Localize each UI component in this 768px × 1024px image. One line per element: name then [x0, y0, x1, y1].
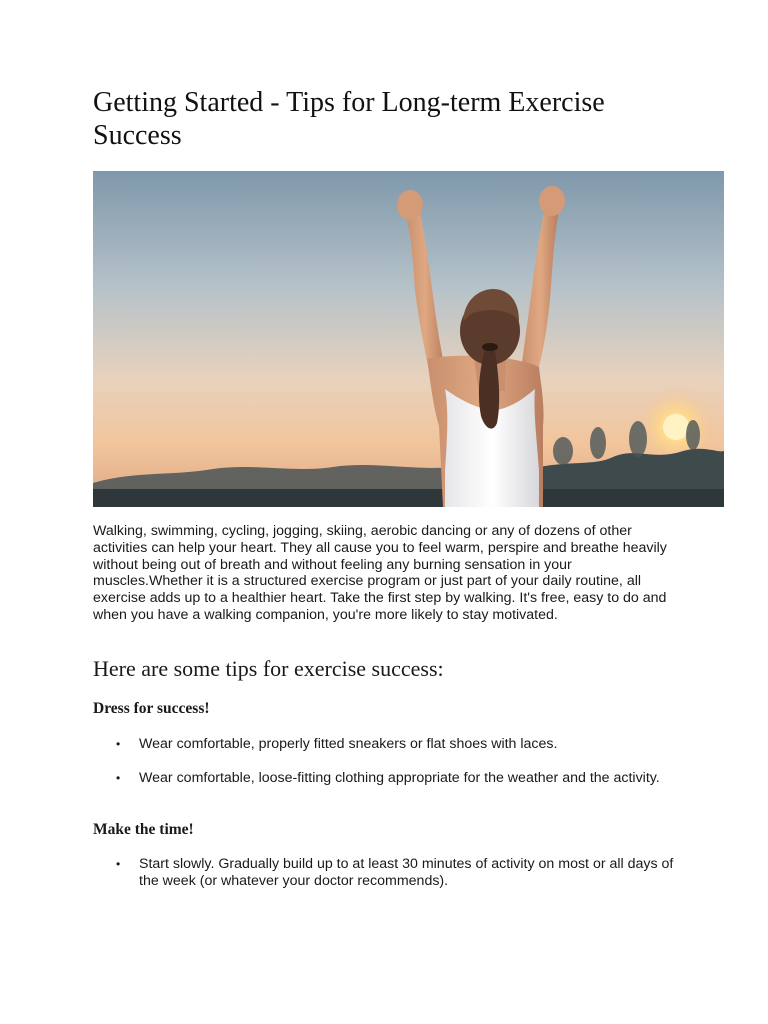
hero-image-woman-raising-arms — [93, 171, 724, 507]
bullet-icon: • — [116, 857, 121, 871]
page-title: Getting Started - Tips for Long-term Exercise Success — [93, 87, 605, 151]
section-heading-dress: Dress for success! — [93, 700, 210, 717]
list-item-text: Wear comfortable, loose-fitting clothing appropriate for the weather and the activity. — [139, 769, 660, 786]
list-item — [93, 770, 683, 787]
list-item — [93, 736, 683, 753]
bullet-icon: • — [116, 737, 121, 751]
bullet-icon: • — [116, 770, 121, 785]
time-tips-list — [93, 856, 683, 907]
dress-tips-list — [93, 736, 683, 804]
list-item-text: Start slowly. Gradually build up to at least 30 minutes of activity on most or all days of the week (or whatever your doctor recommends). — [139, 856, 674, 889]
tips-heading: Here are some tips for exercise success: — [93, 656, 444, 681]
list-item-text: Wear comfortable, properly fitted sneakers or flat shoes with laces. — [139, 736, 558, 752]
intro-paragraph: Walking, swimming, cycling, jogging, skiing, aerobic dancing or any of dozens of other activities can help your heart. They all cause you to feel warm, perspire and breathe heavily without being out of breath and without feeling any burning sensation in your muscles.Whether it is a structured exercise program or just part of your daily routine, all exercise adds up to a healthier heart. Take the first step by walking. It's free, easy to do and when you have a walking companion, you're more likely to stay motivated. — [93, 523, 667, 623]
section-heading-time: Make the time! — [93, 821, 194, 838]
list-item — [93, 856, 683, 890]
sun — [663, 414, 689, 440]
